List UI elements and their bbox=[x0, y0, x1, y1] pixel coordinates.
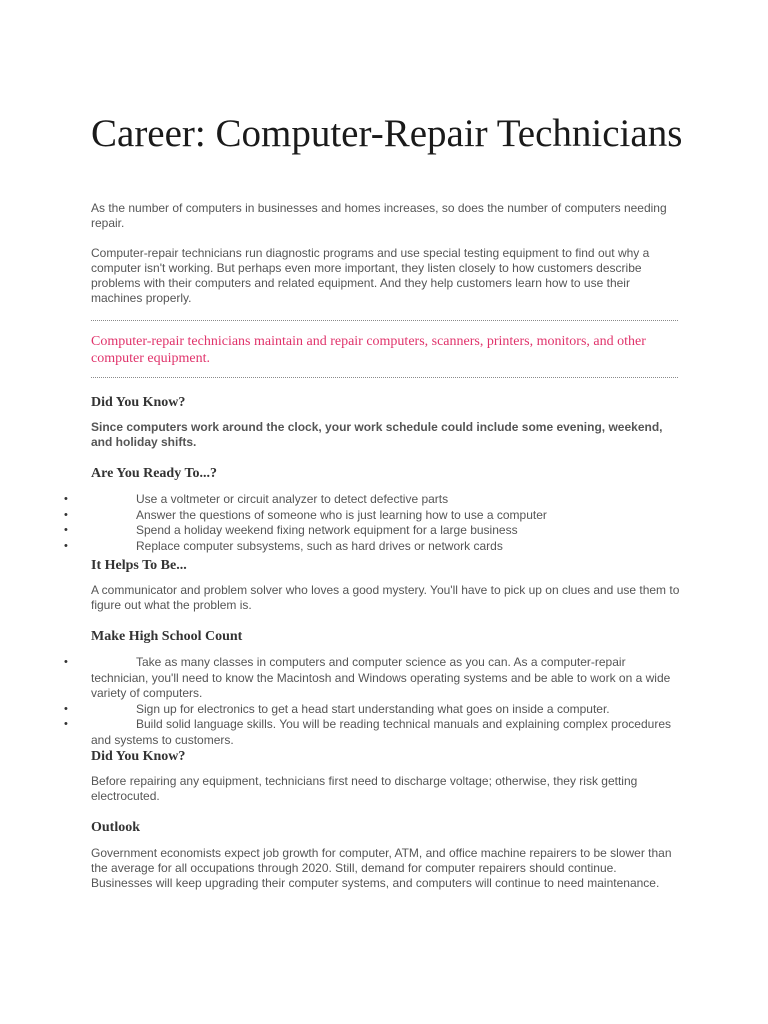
bullet-icon: • bbox=[64, 539, 68, 552]
outlook-heading: Outlook bbox=[91, 820, 141, 835]
callout-divider-bottom bbox=[91, 377, 678, 378]
list-item-text: Use a voltmeter or circuit analyzer to detect defective parts bbox=[136, 492, 449, 506]
list-item bbox=[0, 523, 681, 539]
bullet-icon: • bbox=[64, 493, 68, 505]
outlook-text: Government economists expect job growth for computer, ATM, and office machine repairers to be slower than the average for all occupations through 2020. Still, demand for computer repairers should continue. Businesses will keep upgrading their computer systems, and computers will continue to need maintenance. bbox=[91, 846, 672, 890]
list-item bbox=[0, 702, 681, 718]
ready-heading: Are You Ready To...? bbox=[91, 466, 218, 481]
list-item-text: Replace computer subsystems, such as hard drives or network cards bbox=[136, 538, 503, 553]
list-item bbox=[0, 539, 681, 555]
list-item-text: Take as many classes in computers and computer science as you can. As a computer-repair technician, you'll need to know the Macintosh and Windows operating systems and be able to work on a wide variety of computers. bbox=[91, 655, 671, 700]
list-item-text: Build solid language skills. You will be reading technical manuals and explaining complex procedures and systems to customers. bbox=[91, 717, 671, 747]
list-item-text: Answer the questions of someone who is just learning how to use a computer bbox=[136, 507, 547, 522]
intro-paragraph-2: Computer-repair technicians run diagnostic programs and use special testing equipment to find out why a computer isn't working. But perhaps even more important, they listen closely to how customers describe problems with their computers and related equipment. And they help customers learn how to use their machines properly. bbox=[91, 246, 650, 305]
list-item-text: Sign up for electronics to get a head start understanding what goes on inside a computer. bbox=[136, 701, 610, 716]
did-you-know-heading-1: Did You Know? bbox=[91, 395, 186, 410]
list-item bbox=[0, 655, 681, 702]
list-item-text: Spend a holiday weekend fixing network equipment for a large business bbox=[136, 523, 518, 537]
high-school-list bbox=[0, 655, 768, 748]
did-you-know-text-2: Before repairing any equipment, technicians first need to discharge voltage; otherwise, they risk getting electrocuted. bbox=[91, 774, 638, 803]
intro-paragraph-1: As the number of computers in businesses and homes increases, so does the number of computers needing repair. bbox=[91, 201, 667, 230]
list-item bbox=[0, 508, 681, 524]
ready-list bbox=[0, 492, 768, 554]
did-you-know-heading-2: Did You Know? bbox=[91, 749, 186, 764]
bullet-icon: • bbox=[64, 718, 68, 730]
did-you-know-text-1: Since computers work around the clock, your work schedule could include some evening, weekend, and holiday shifts. bbox=[91, 420, 663, 449]
callout-divider-top bbox=[91, 320, 678, 321]
bullet-icon: • bbox=[64, 656, 68, 668]
high-school-heading: Make High School Count bbox=[91, 629, 243, 644]
it-helps-text: A communicator and problem solver who loves a good mystery. You'll have to pick up on clues and use them to figure out what the problem is. bbox=[91, 583, 680, 612]
page-title: Career: Computer-Repair Technicians bbox=[91, 112, 683, 155]
bullet-icon: • bbox=[64, 524, 68, 536]
bullet-icon: • bbox=[64, 508, 68, 521]
bullet-icon: • bbox=[64, 702, 68, 715]
it-helps-heading: It Helps To Be... bbox=[91, 558, 187, 573]
callout-quote: Computer-repair technicians maintain and repair computers, scanners, printers, monitors, and other computer equipment. bbox=[91, 334, 646, 366]
list-item bbox=[0, 492, 681, 508]
list-item bbox=[0, 717, 681, 748]
